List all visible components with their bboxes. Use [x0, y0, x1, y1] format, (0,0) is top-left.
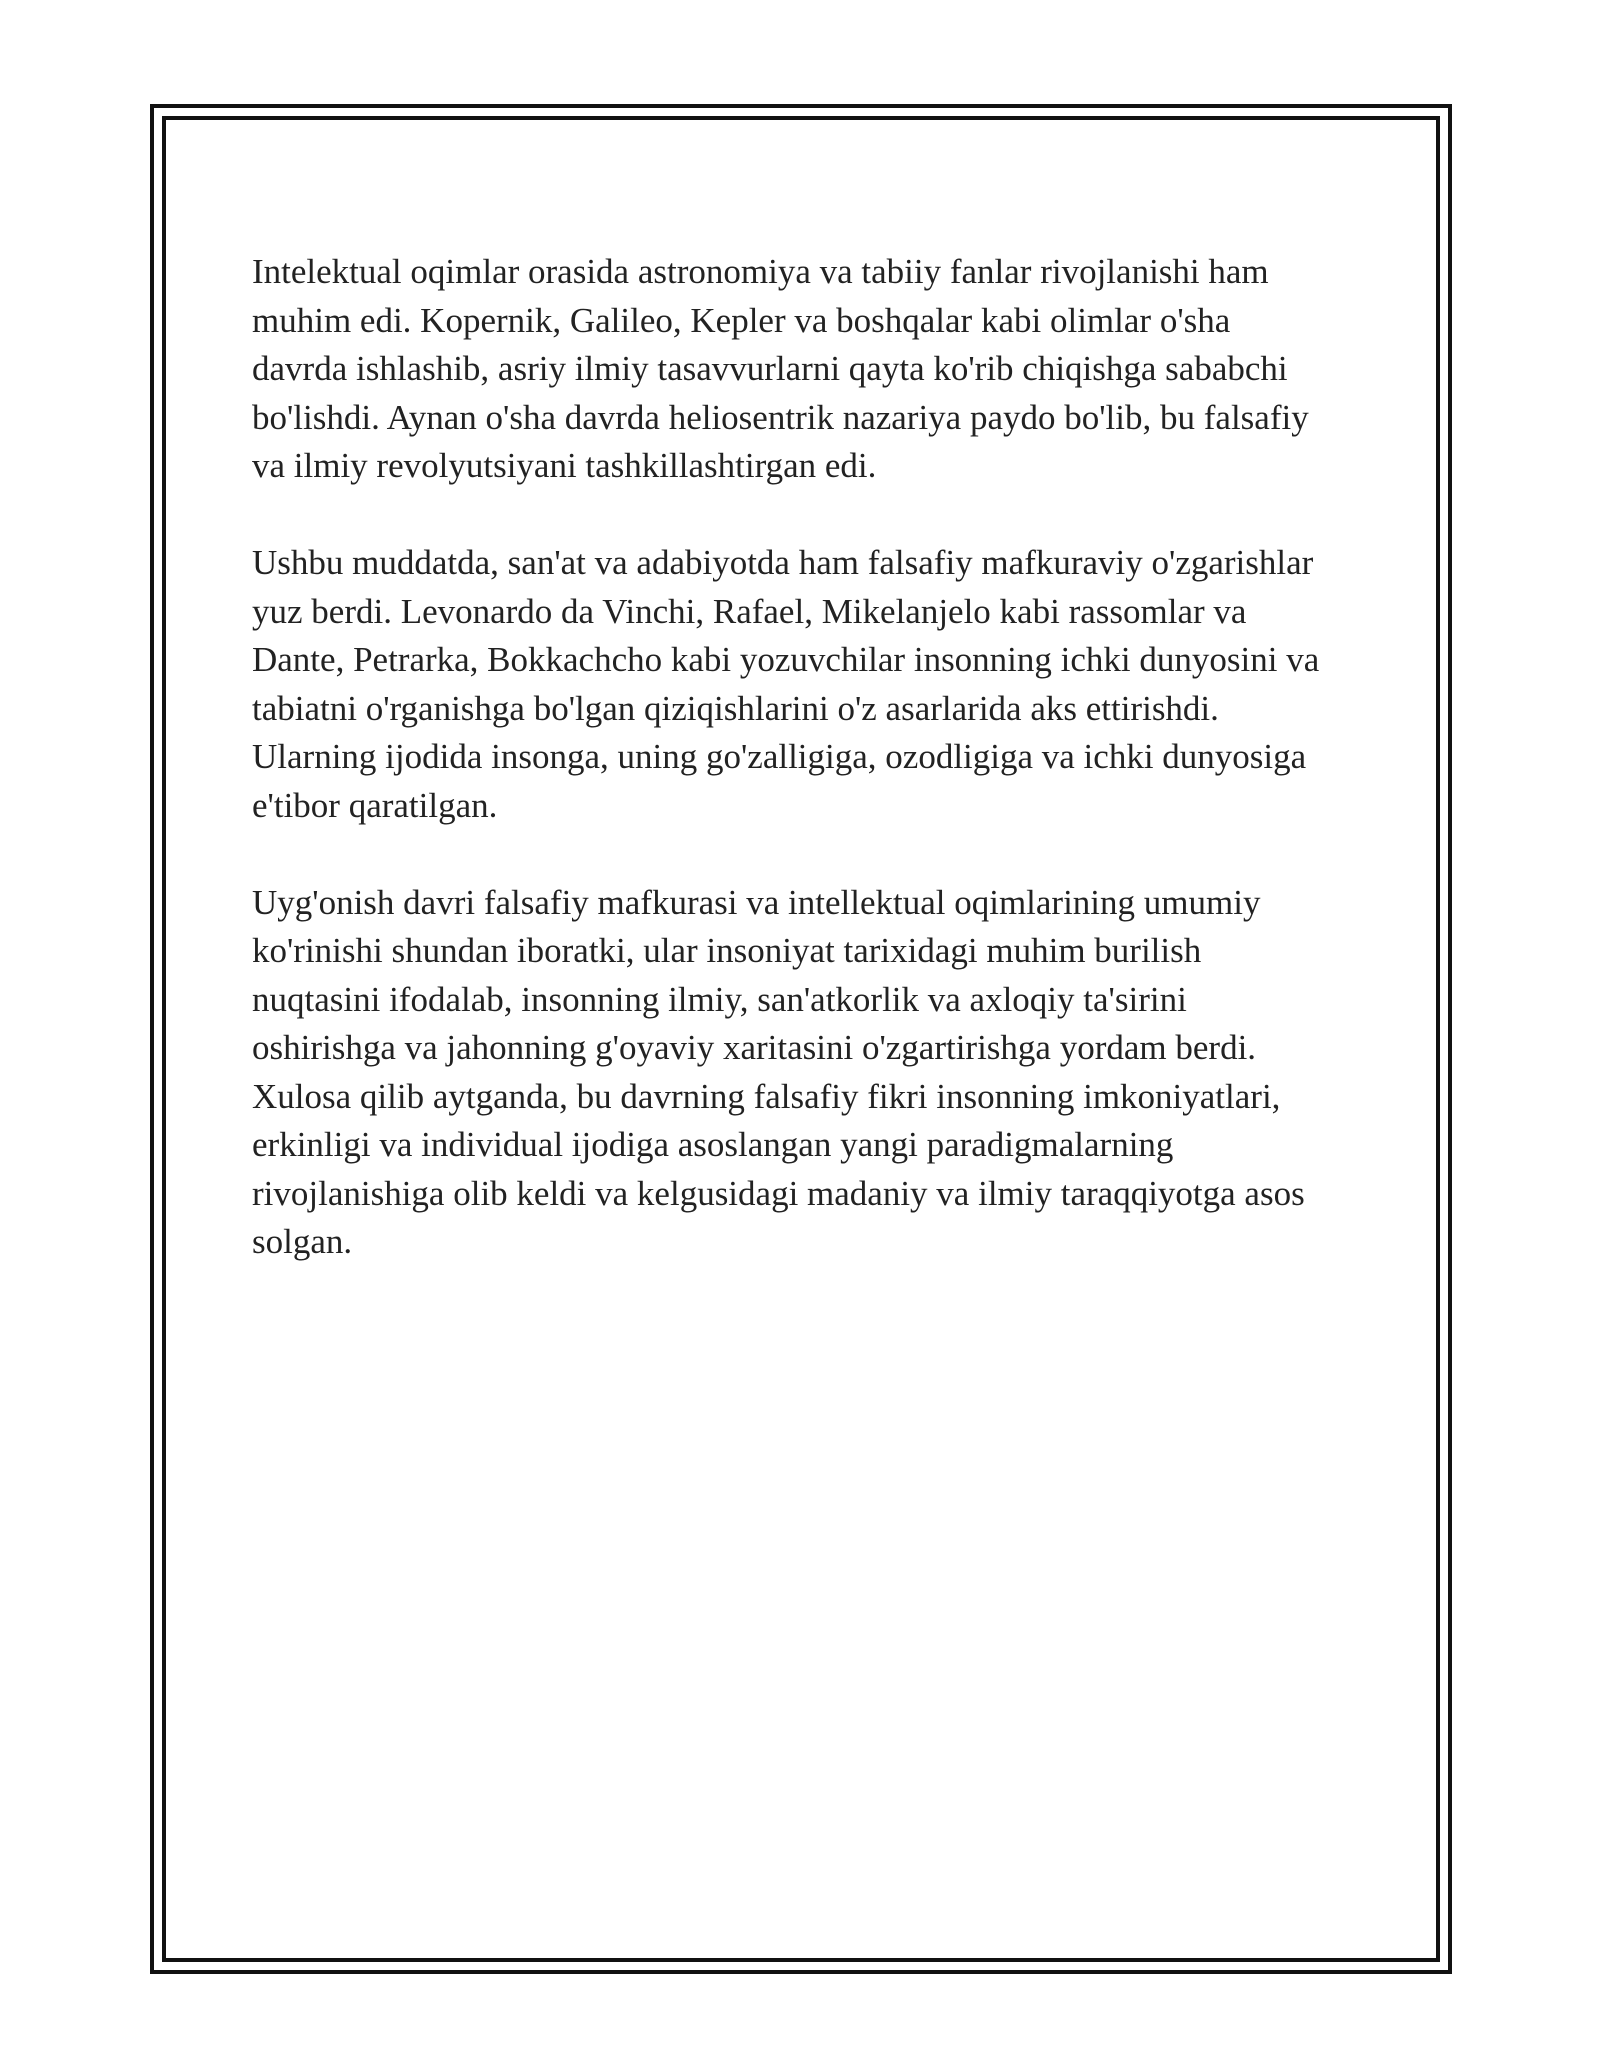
text-line: yuz berdi. Levonardo da Vinchi, Rafael, Mikelanjelo kabi rassomlar va — [252, 591, 1247, 631]
text-line: ko'rinishi shundan iboratki, ular insoniyat tarixidagi muhim burilish — [252, 931, 1202, 970]
paragraph-1 — [252, 248, 1392, 491]
text-line: solgan. — [252, 1222, 353, 1261]
text-line: Uyg'onish davri falsafiy mafkurasi va intellektual oqimlarining umumiy — [252, 882, 1261, 922]
text-line: tabiatni o'rganishga bo'lgan qiziqishlarini o'z asarlarida aks ettirishdi. — [252, 688, 1219, 728]
text-line: Ularning ijodida insonga, uning go'zalligiga, ozodligiga va ichki dunyosiga — [252, 737, 1307, 776]
text-line: va ilmiy revolyutsiyani tashkillashtirgan edi. — [252, 446, 877, 485]
text-line: Intelektual oqimlar orasida astronomiya va tabiiy fanlar rivojlanishi ham — [252, 252, 1269, 291]
text-line: muhim edi. Kopernik, Galileo, Kepler va boshqalar kabi olimlar o'sha — [252, 300, 1231, 340]
text-line: rivojlanishiga olib keldi va kelgusidagi madaniy va ilmiy taraqqiyotga asos — [252, 1173, 1305, 1213]
text-line: davrda ishlashib, asriy ilmiy tasavvurlarni qayta ko'rib chiqishga sababchi — [252, 349, 1288, 388]
page-border-inner — [162, 116, 1440, 1962]
text-line: oshirishga va jahonning g'oyaviy xaritasini o'zgartirishga yordam berdi. — [252, 1028, 1257, 1067]
document-body — [252, 248, 1392, 1315]
paragraph-2 — [252, 539, 1392, 830]
text-line: nuqtasini ifodalab, insonning ilmiy, san'atkorlik va axloqiy ta'sirini — [252, 979, 1187, 1019]
paragraph-3 — [252, 879, 1392, 1267]
text-line: erkinligi va individual ijodiga asoslangan yangi paradigmalarning — [252, 1125, 1174, 1164]
text-line: Dante, Petrarka, Bokkachcho kabi yozuvchilar insonning ichki dunyosini va — [252, 640, 1320, 679]
text-line: bo'lishdi. Aynan o'sha davrda heliosentrik nazariya paydo bo'lib, bu falsafiy — [252, 397, 1309, 437]
text-line: Xulosa qilib aytganda, bu davrning falsafiy fikri insonning imkoniyatlari, — [252, 1076, 1281, 1116]
page-border-outer — [150, 104, 1452, 1974]
text-line: Ushbu muddatda, san'at va adabiyotda ham falsafiy mafkuraviy o'zgarishlar — [252, 543, 1314, 582]
text-line: e'tibor qaratilgan. — [252, 785, 498, 825]
